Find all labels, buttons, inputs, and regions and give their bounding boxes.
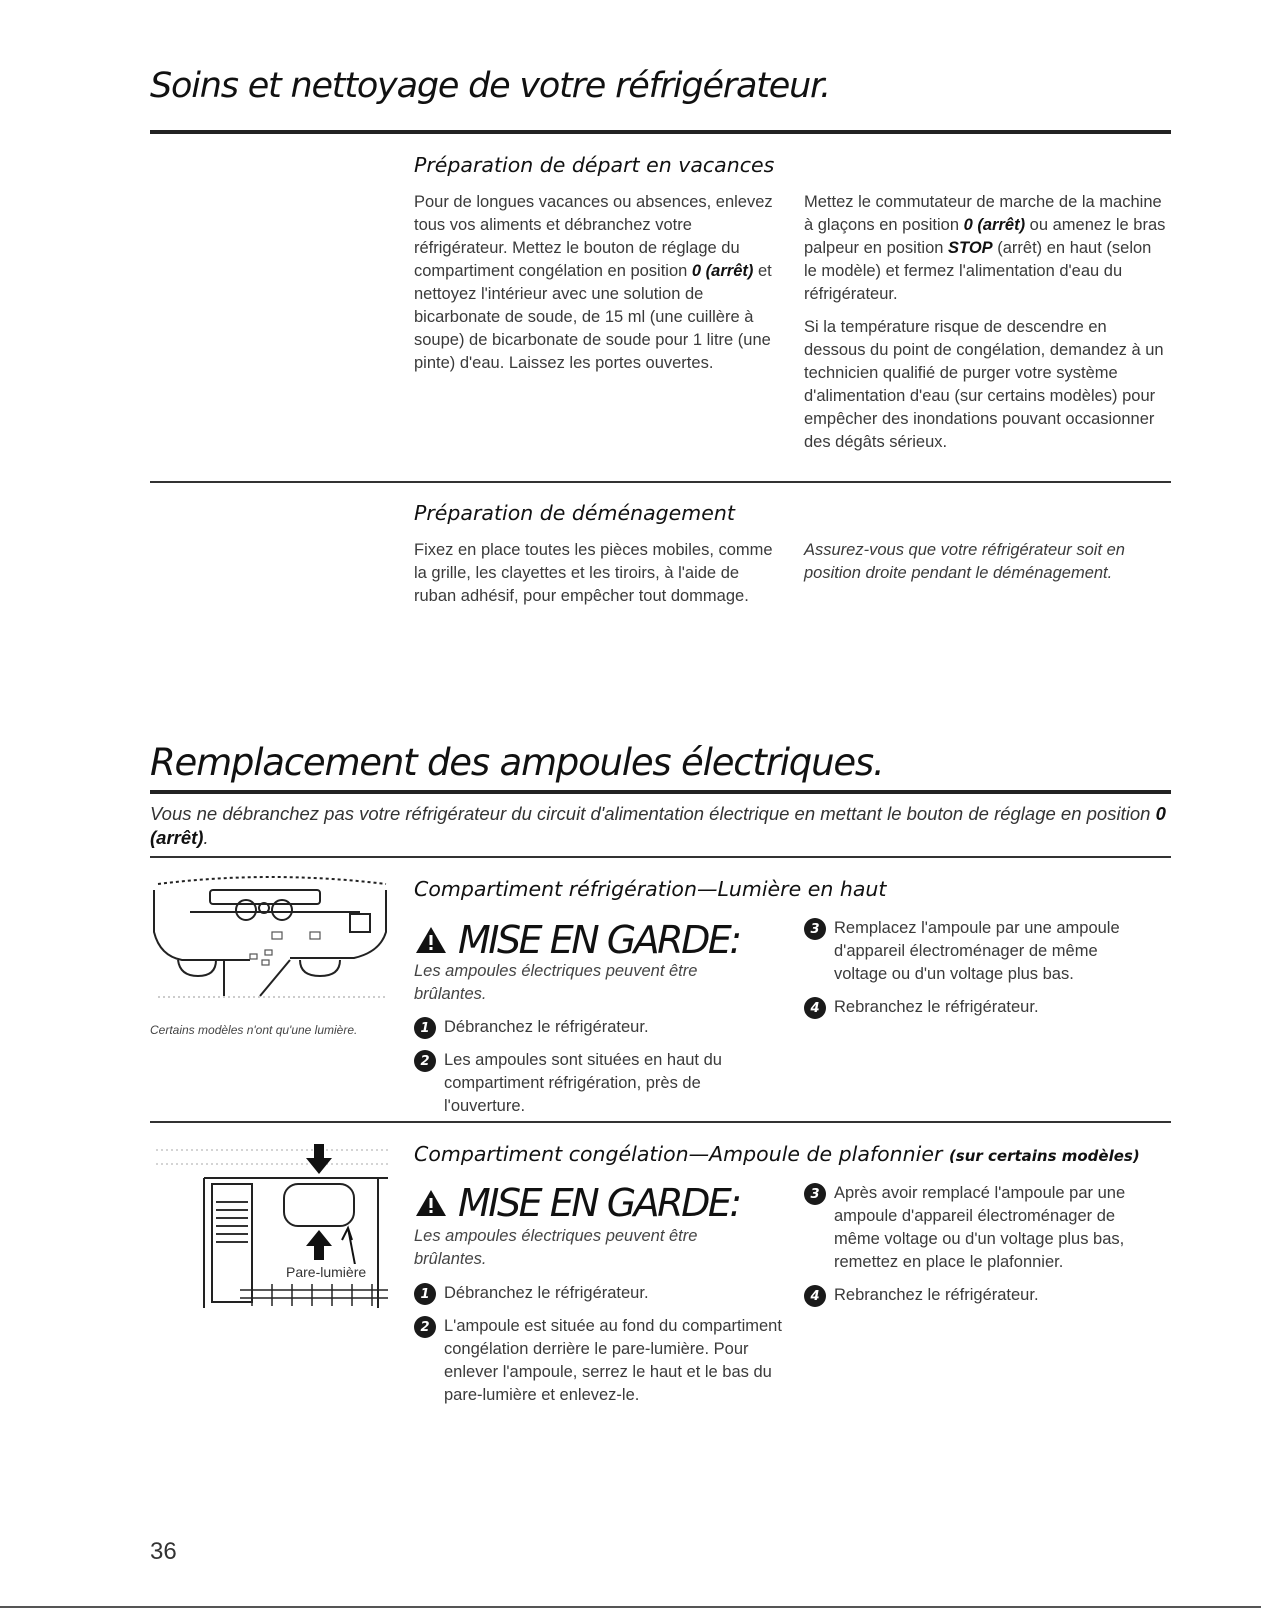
freezer-steps-right: [804, 1182, 1169, 1307]
vacation-right-col: [804, 191, 1166, 454]
freezer-steps-left: [414, 1282, 794, 1407]
fridge-light-illustration: [150, 872, 390, 1012]
freezer-step-3: [804, 1182, 1169, 1274]
fridge-steps-left: [414, 1016, 774, 1118]
step-number-1: 1: [414, 1017, 436, 1039]
fridge-step-2: [414, 1049, 774, 1118]
bulbs-intro: Vous ne débranchez pas votre réfrigérateur du circuit d'alimentation électrique en mettant le bouton de réglage en position 0 (arrêt).: [150, 803, 1166, 848]
step-text: Les ampoules sont situées en haut du compartiment réfrigération, près de l'ouverture.: [444, 1051, 722, 1115]
fridge-caution-heading: MISE EN GARDE:: [414, 918, 740, 962]
fridge-step-4: [804, 996, 1164, 1019]
step-text: Débranchez le réfrigérateur.: [444, 1018, 649, 1036]
step-text: Rebranchez le réfrigérateur.: [834, 998, 1039, 1016]
step-number-3: 3: [804, 918, 826, 940]
freezer-light-drawing: [156, 1144, 388, 1308]
fridge-caution-text: Les ampoules électriques peuvent être brûlantes.: [414, 962, 698, 1003]
vacation-right-p2: Si la température risque de descendre en dessous du point de congélation, demandez à un technicien qualifié de purger votre système d'alimentation d'eau (sur certains modèles) pour empêcher des inondations pouvant occasionner des dégâts sérieux.: [804, 318, 1164, 451]
freezer-caution-heading: MISE EN GARDE:: [414, 1181, 740, 1225]
vacation-heading: Préparation de départ en vacances: [414, 153, 775, 177]
step-text: Débranchez le réfrigérateur.: [444, 1284, 649, 1302]
step-text: Remplacez l'ampoule par une ampoule d'appareil électroménager de même voltage ou d'un voltage plus bas.: [834, 919, 1120, 983]
step-number-2: 2: [414, 1316, 436, 1338]
fridge-step-1: [414, 1016, 774, 1039]
arrow-up-icon: [306, 1230, 332, 1260]
scan-edge-line: [0, 1606, 1261, 1608]
step-text: Après avoir remplacé l'ampoule par une ampoule d'appareil électroménager de même voltage ou d'un voltage plus bas, remettez en place le plafonnier.: [834, 1184, 1126, 1271]
moving-right-text: Assurez-vous que votre réfrigérateur soit en position droite pendant le déménagement.: [804, 541, 1125, 582]
moving-heading: Préparation de déménagement: [414, 501, 735, 525]
freezer-step-4: [804, 1284, 1169, 1307]
step-number-4: 4: [804, 1285, 826, 1307]
header-rule: [150, 130, 1171, 134]
warning-icon: [414, 925, 448, 955]
freezer-figure-label: Pare-lumière: [286, 1264, 367, 1280]
step-text: Rebranchez le réfrigérateur.: [834, 1286, 1039, 1304]
vacation-rule: [150, 481, 1171, 483]
fridge-rule: [150, 1121, 1171, 1123]
fridge-step-3: [804, 917, 1164, 986]
page-number: 36: [150, 1538, 177, 1565]
vacation-right-p1: Mettez le commutateur de marche de la machine à glaçons en position 0 (arrêt) ou amenez le bras palpeur en position STOP (arrêt) en haut (selon le modèle) et fermez l'alimentation d'eau du réfrigérateur.: [804, 193, 1166, 303]
freezer-light-illustration: [156, 1144, 388, 1308]
step-text: L'ampoule est située au fond du compartiment congélation derrière le pare-lumière. Pour enlever l'ampoule, serrez le haut et le bas du pare-lumière et enlevez-le.: [444, 1317, 782, 1404]
freezer-caution-text: Les ampoules électriques peuvent être brûlantes.: [414, 1227, 698, 1268]
intro-rule: [150, 856, 1171, 858]
step-number-4: 4: [804, 997, 826, 1019]
moving-left-text: Fixez en place toutes les pièces mobiles, comme la grille, les clayettes et les tiroirs, à l'aide de ruban adhésif, pour empêcher tout dommage.: [414, 541, 773, 605]
fridge-heading: Compartiment réfrigération—Lumière en haut: [414, 877, 887, 901]
step-number-3: 3: [804, 1183, 826, 1205]
page-title: Soins et nettoyage de votre réfrigérateur.: [150, 66, 830, 106]
fridge-steps-right: [804, 917, 1164, 1019]
freezer-heading: Compartiment congélation—Ampoule de plafonnier (sur certains modèles): [414, 1142, 1140, 1166]
step-number-1: 1: [414, 1283, 436, 1305]
arrow-down-icon: [306, 1144, 332, 1174]
fridge-figure-caption: Certains modèles n'ont qu'une lumière.: [150, 1023, 358, 1037]
warning-icon: [414, 1188, 448, 1218]
bulbs-rule: [150, 790, 1171, 794]
freezer-step-1: [414, 1282, 794, 1305]
bulbs-title: Remplacement des ampoules électriques.: [150, 741, 884, 784]
freezer-step-2: [414, 1315, 794, 1407]
step-number-2: 2: [414, 1050, 436, 1072]
vacation-left-text: Pour de longues vacances ou absences, enlevez tous vos aliments et débranchez votre réfrigérateur. Mettez le bouton de réglage du compartiment congélation en position 0 (arrêt) et nettoyez l'intérieur avec une solution de bicarbonate de soude, de 15 ml (une cuillère à soupe) de bicarbonate de soude pour 1 litre (une pinte) d'eau. Laissez les portes ouvertes.: [414, 193, 773, 372]
